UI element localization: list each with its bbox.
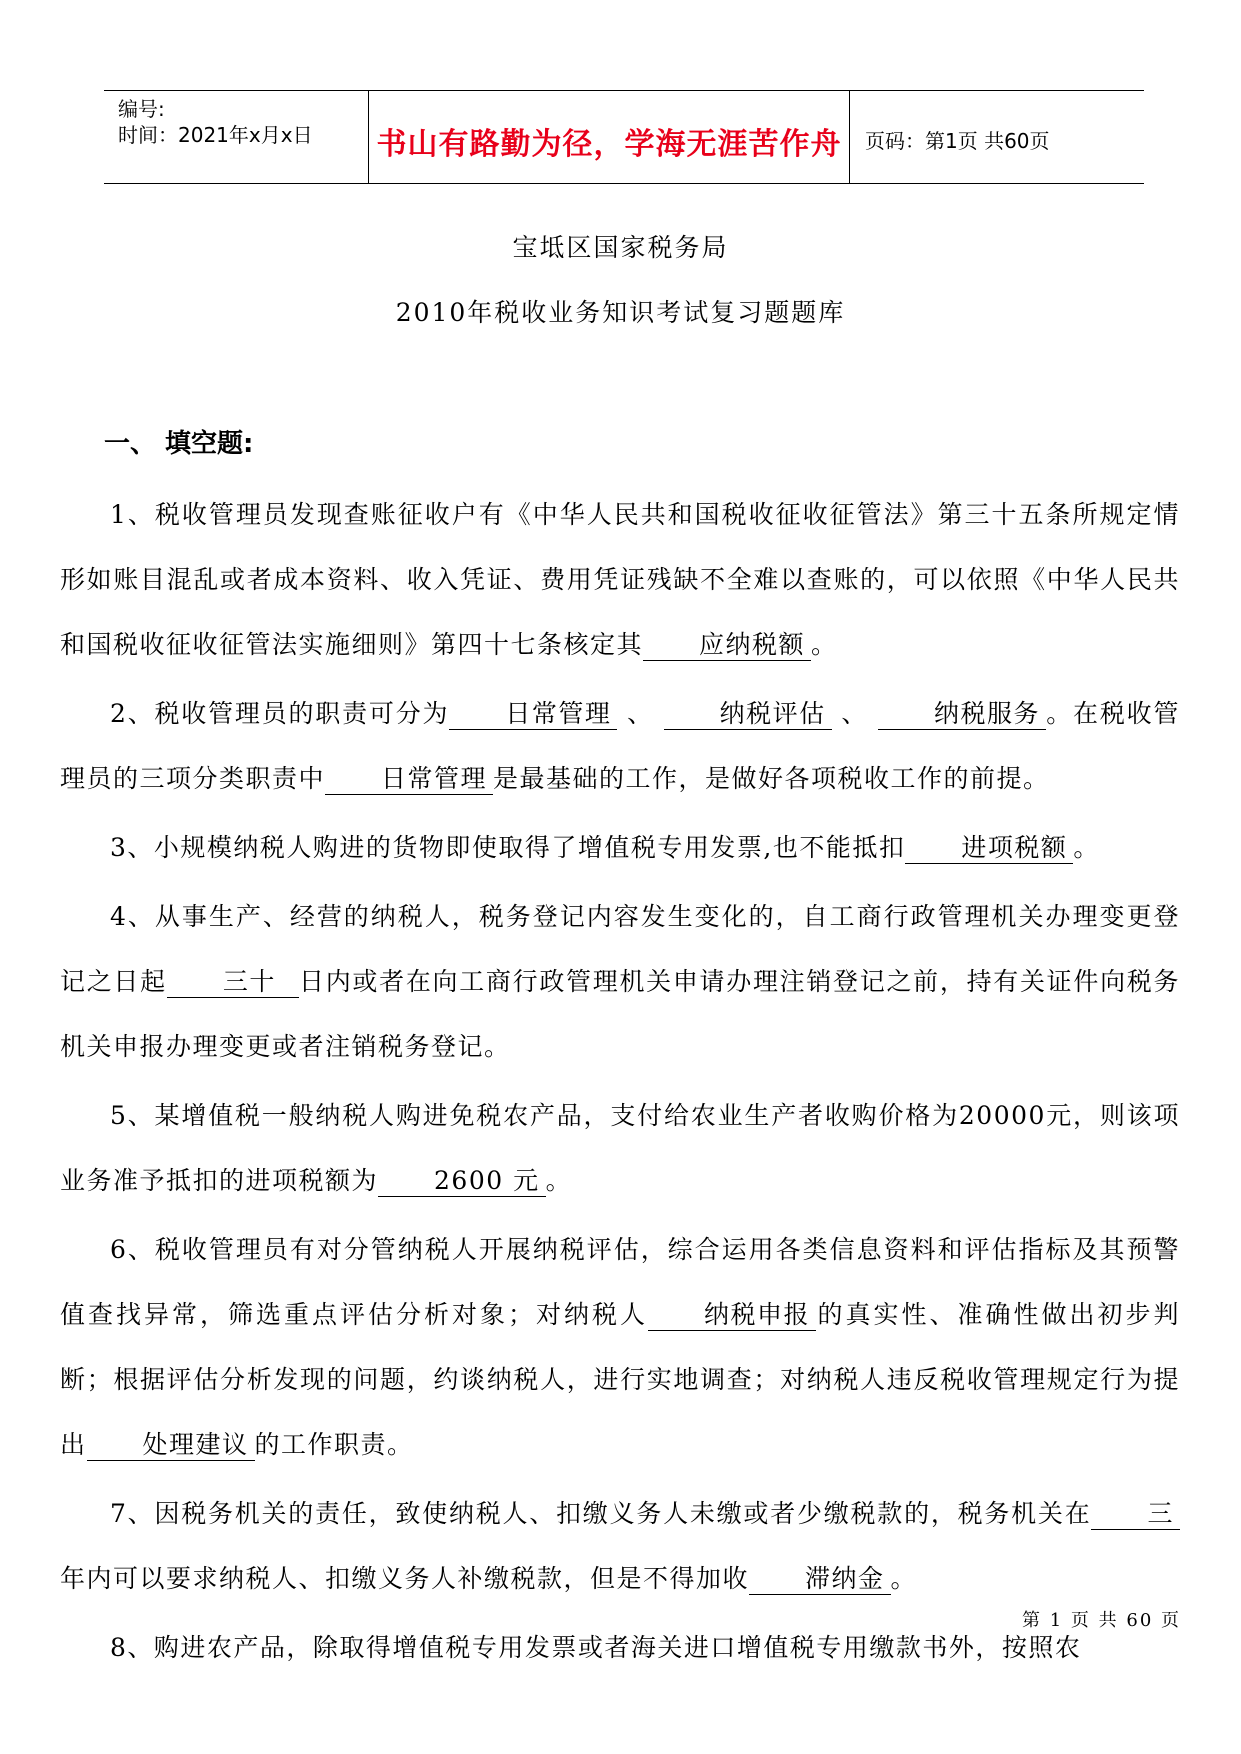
page-number-label: 页码：第1页 共60页 <box>865 129 1050 153</box>
question-5 <box>60 1083 1180 1213</box>
answer-blank: 三 <box>1091 1499 1180 1530</box>
question-8 <box>60 1615 1180 1680</box>
question-text: 的真实性、准确性做出初步判断；根据评估分析发现的问题，约谈纳税人，进行实地调查；对纳税人违反税收管理规定行为提出 <box>60 1300 1180 1459</box>
header-table <box>104 90 1144 184</box>
question-7 <box>60 1481 1180 1611</box>
question-text: 8、购进农产品，除取得增值税专用发票或者海关进口增值税专用缴款书外，按照农 <box>110 1633 1082 1662</box>
question-text: 。在税收管理员的三项分类职责中 <box>60 699 1180 793</box>
header-motto-cell <box>369 91 850 183</box>
question-text: 日内或者在向工商行政管理机关申请办理注销登记之前，持有关证件向税务机关申报办理变更或者注销税务登记。 <box>60 967 1180 1061</box>
answer-blank: 纳税评估 <box>664 699 832 730</box>
question-text: 6、税收管理员有对分管纳税人开展纳税评估，综合运用各类信息资料和评估指标及其预警值查找异常，筛选重点评估分析对象；对纳税人 <box>60 1235 1180 1329</box>
header-meta-cell <box>104 91 369 183</box>
question-text: 年内可以要求纳税人、扣缴义务人补缴税款，但是不得加收 <box>60 1564 750 1593</box>
header-page-cell <box>851 91 1144 183</box>
document-number-label: 编号: <box>118 97 165 121</box>
question-text: 是最基础的工作，是做好各项税收工作的前提。 <box>493 764 1050 793</box>
answer-blank: 滞纳金 <box>749 1564 891 1595</box>
answer-blank: 日常管理 <box>325 764 493 795</box>
page-footer: 第 1 页 共 60 页 <box>1022 1610 1181 1631</box>
question-text: 5、某增值税一般纳税人购进免税农产品，支付给农业生产者收购价格为20000元，则该项业务准予抵扣的进项税额为 <box>60 1101 1180 1195</box>
answer-blank: 日常管理 <box>449 699 617 730</box>
answer-blank: 三十 <box>167 967 299 998</box>
question-text: 的工作职责。 <box>254 1430 414 1459</box>
document-subtitle: 2010年税收业务知识考试复习题题库 <box>395 298 846 327</box>
question-2 <box>60 681 1180 811</box>
question-4 <box>60 884 1180 1079</box>
section-heading: 一、 填空题: <box>104 429 254 459</box>
question-text: 3、小规模纳税人购进的货物即使取得了增值税专用发票,也不能抵扣 <box>110 833 906 862</box>
question-6 <box>60 1217 1180 1477</box>
question-1 <box>60 482 1180 677</box>
answer-blank: 进项税额 <box>905 833 1073 864</box>
question-text: 、 <box>831 699 878 728</box>
question-text: 、 <box>617 699 664 728</box>
question-text: 1、税收管理员发现查账征收户有《中华人民共和国税收征收征管法》第三十五条所规定情形如账目混乱或者成本资料、收入凭证、费用凭证残缺不全难以查账的，可以依照《中华人民共和国税收征收征管法实施细则》第四十七条核定其 <box>60 500 1180 659</box>
answer-blank: 应纳税额 <box>643 630 811 661</box>
question-text: 。 <box>545 1166 573 1195</box>
answer-blank: 纳税服务 <box>878 699 1046 730</box>
answer-blank: 2600 元 <box>378 1166 546 1197</box>
question-text: 。 <box>811 630 838 659</box>
question-text: 4、从事生产、经营的纳税人，税务登记内容发生变化的，自工商行政管理机关办理变更登记之日起 <box>60 902 1180 996</box>
question-text: 。 <box>1073 833 1100 862</box>
answer-blank: 纳税申报 <box>648 1300 816 1331</box>
question-text: 7、因税务机关的责任，致使纳税人、扣缴义务人未缴或者少缴税款的，税务机关在 <box>110 1499 1092 1528</box>
question-text: 。 <box>890 1564 918 1593</box>
question-text: 2、税收管理员的职责可分为 <box>110 699 450 728</box>
motto-text: 书山有路勤为径，学海无涯苦作舟 <box>376 127 842 162</box>
answer-blank: 处理建议 <box>87 1430 255 1461</box>
question-list <box>60 482 1180 1684</box>
question-3 <box>60 815 1180 880</box>
document-time-label: 时间：2021年x月x日 <box>118 123 313 147</box>
document-title: 宝坻区国家税务局 <box>512 233 729 262</box>
